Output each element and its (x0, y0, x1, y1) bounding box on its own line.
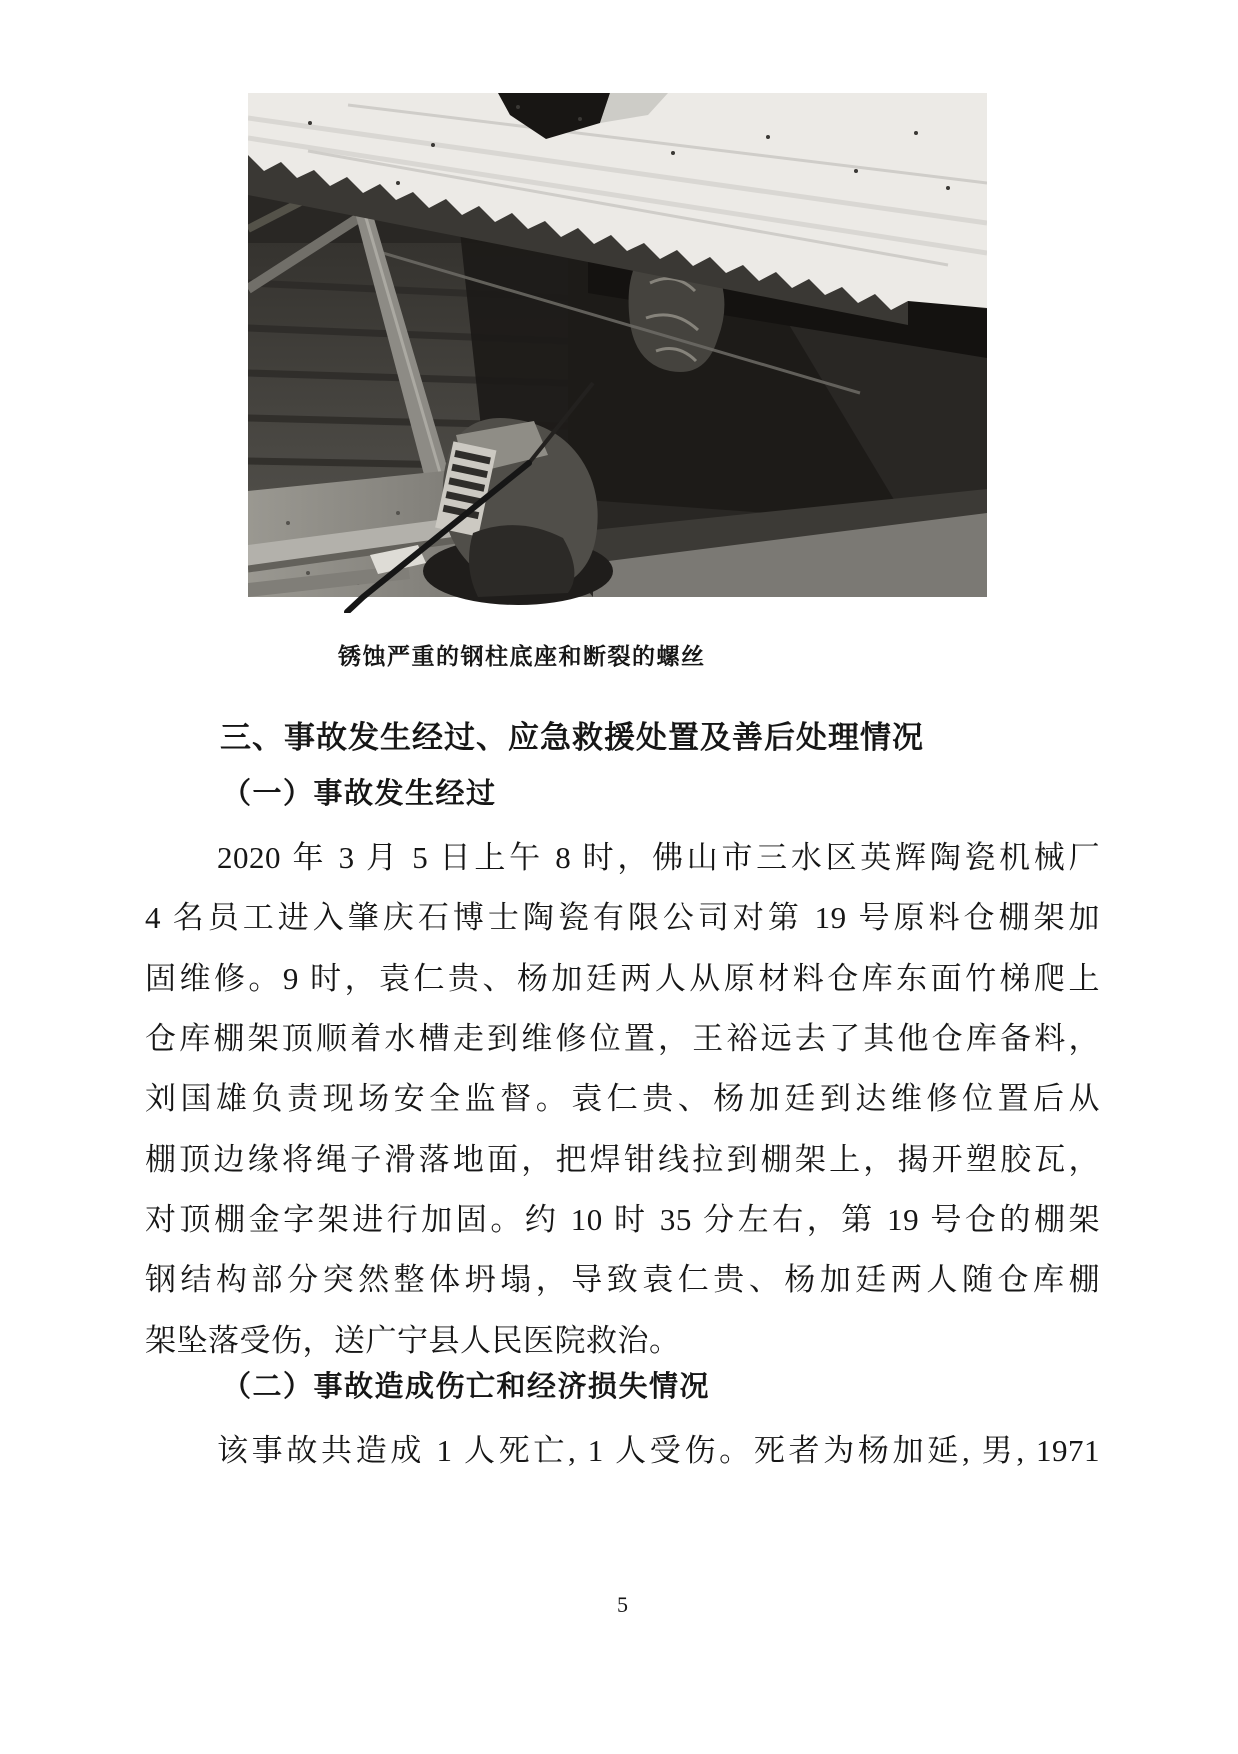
body-line: 2020 年 3 月 5 日上午 8 时，佛山市三水区英辉陶瓷机械厂 (217, 840, 1100, 875)
body-line: 架坠落受伤，送广宁县人民医院救治。 (145, 1322, 681, 1358)
subsection-1-title: （一）事故发生经过 (222, 778, 497, 810)
section-heading: 三、事故发生经过、应急救援处置及善后处理情况 (220, 720, 924, 755)
body-line: 棚顶边缘将绳子滑落地面，把焊钳线拉到棚架上，揭开塑胶瓦， (145, 1141, 1100, 1177)
body-line: 固维修。9 时，袁仁贵、杨加廷两人从原材料仓库东面竹梯爬上 (145, 960, 1100, 996)
photo-graphic (248, 93, 987, 613)
body-line: 仓库棚架顶顺着水槽走到维修位置，王裕远去了其他仓库备料， (145, 1021, 1100, 1057)
body-line: 对顶棚金字架进行加固。约 10 时 35 分左右，第 19 号仓的棚架 (145, 1202, 1100, 1238)
paragraph-accident-course (145, 828, 1100, 1371)
body-line: 该事故共造成 1 人死亡, 1 人受伤。死者为杨加延, 男, 1971 (217, 1433, 1100, 1468)
page-number: 5 (617, 1592, 628, 1617)
paragraph-casualties (145, 1421, 1100, 1481)
body-line: 刘国雄负责现场安全监督。袁仁贵、杨加廷到达维修位置后从 (145, 1081, 1100, 1117)
subsection-2-title: （二）事故造成伤亡和经济损失情况 (222, 1371, 711, 1403)
body-line: 4 名员工进入肇庆石博士陶瓷有限公司对第 19 号原料仓棚架加 (145, 900, 1100, 936)
body-line: 钢结构部分突然整体坍塌，导致袁仁贵、杨加廷两人随仓库棚 (145, 1262, 1100, 1298)
photo-caption: 锈蚀严重的钢柱底座和断裂的螺丝 (338, 644, 706, 669)
accident-photo (248, 93, 987, 613)
